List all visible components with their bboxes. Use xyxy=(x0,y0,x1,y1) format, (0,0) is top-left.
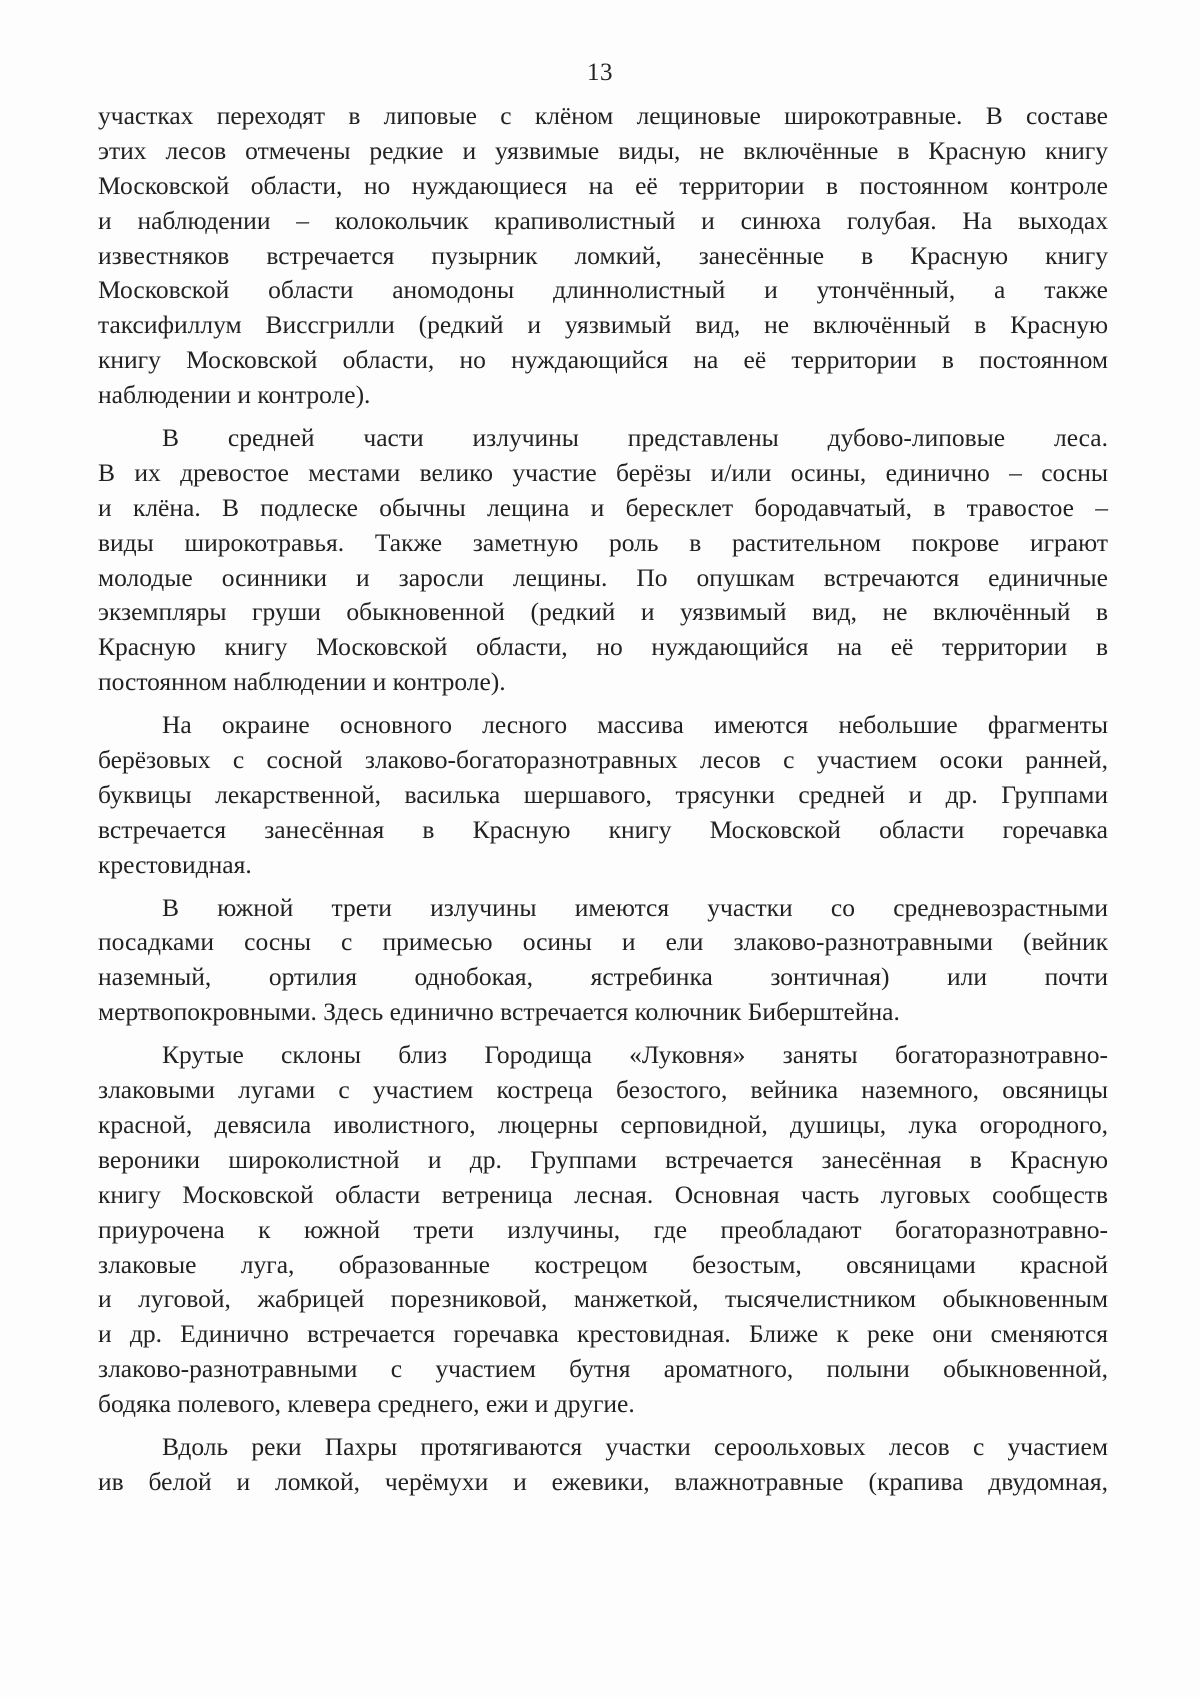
text-line: таксифиллум Виссгрилли (редкий и уязвимый вид, не включённый в Красную xyxy=(98,310,1108,340)
text-line: Вдоль реки Пахры протягиваются участки сероольховых лесов с участием xyxy=(162,1431,1108,1461)
text-line: В их древостое местами велико участие берёзы и/или осины, единично – сосны xyxy=(98,457,1108,487)
text-line: этих лесов отмечены редкие и уязвимые виды, не включённые в Красную книгу xyxy=(98,135,1108,165)
paragraph-p2 xyxy=(98,421,1108,700)
text-line: и наблюдении – колокольчик крапиволистный и синюха голубая. На выходах xyxy=(98,205,1108,235)
text-line: постоянном наблюдении и контроле). xyxy=(98,667,506,697)
text-line: бодяка полевого, клевера среднего, ежи и другие. xyxy=(98,1389,635,1419)
text-line: и луговой, жабрицей порезниковой, манжеткой, тысячелистником обыкновенным xyxy=(98,1284,1108,1314)
text-line: крестовидная. xyxy=(98,849,252,879)
text-line: злаковыми лугами с участием костреца безостого, вейника наземного, овсяницы xyxy=(98,1075,1108,1105)
text-line: экземпляры груши обыкновенной (редкий и уязвимый вид, не включённый в xyxy=(98,597,1108,627)
text-line: Красную книгу Московской области, но нуждающийся на её территории в xyxy=(98,632,1108,662)
text-line: участках переходят в липовые с клёном лещиновые широкотравные. В составе xyxy=(98,101,1108,130)
text-line: красной, девясила иволистного, люцерны серповидной, душицы, лука огородного, xyxy=(98,1109,1108,1139)
document-body xyxy=(98,99,1108,1500)
text-line: мертвопокровными. Здесь единично встречается колючник Биберштейна. xyxy=(98,997,900,1027)
paragraph-p1 xyxy=(98,99,1108,413)
paragraph-p5 xyxy=(98,1038,1108,1422)
text-line: В средней части излучины представлены дубово-липовые леса. xyxy=(162,423,1108,453)
page-number: 13 xyxy=(587,59,613,86)
text-line: злаковые луга, образованные кострецом безостым, овсяницами красной xyxy=(98,1249,1108,1279)
text-line: Московской области, но нуждающиеся на её территории в постоянном контроле xyxy=(98,170,1108,200)
text-line: берёзовых с сосной злаково-богаторазнотравных лесов с участием осоки ранней, xyxy=(98,745,1108,775)
text-line: наземный, ортилия однобокая, ястребинка зонтичная) или почти xyxy=(98,962,1108,992)
text-line: буквицы лекарственной, василька шершавого, трясунки средней и др. Группами xyxy=(98,779,1108,809)
text-line: Московской области аномодоны длиннолистный и утончённый, а также xyxy=(98,275,1108,305)
text-line: ив белой и ломкой, черёмухи и ежевики, влажнотравные (крапива двудомная, xyxy=(98,1466,1108,1496)
text-line: и др. Единично встречается горечавка крестовидная. Ближе к реке они сменяются xyxy=(98,1319,1108,1349)
paragraph-p3 xyxy=(98,708,1108,882)
text-line: вероники широколистной и др. Группами встречается занесённая в Красную xyxy=(98,1144,1108,1174)
text-line: посадками сосны с примесью осины и ели злаково-разнотравными (вейник xyxy=(98,927,1108,957)
text-line: На окраине основного лесного массива имеются небольшие фрагменты xyxy=(162,710,1108,740)
text-line: Крутые склоны близ Городища «Луковня» заняты богаторазнотравно- xyxy=(162,1040,1108,1070)
text-line: книгу Московской области ветреница лесная. Основная часть луговых сообществ xyxy=(98,1179,1108,1209)
text-line: встречается занесённая в Красную книгу Московской области горечавка xyxy=(98,814,1108,844)
text-line: и клёна. В подлеске обычны лещина и бересклет бородавчатый, в травостое – xyxy=(98,492,1108,522)
text-line: молодые осинники и заросли лещины. По опушкам встречаются единичные xyxy=(98,562,1108,592)
text-line: известняков встречается пузырник ломкий, занесённые в Красную книгу xyxy=(98,240,1108,270)
text-line: наблюдении и контроле). xyxy=(98,380,371,410)
text-line: книгу Московской области, но нуждающийся на её территории в постоянном xyxy=(98,345,1108,375)
text-line: злаково-разнотравными с участием бутня ароматного, полыни обыкновенной, xyxy=(98,1354,1108,1384)
text-line: приурочена к южной трети излучины, где преобладают богаторазнотравно- xyxy=(98,1214,1108,1244)
paragraph-p4 xyxy=(98,891,1108,1031)
paragraph-p6 xyxy=(98,1430,1108,1500)
text-line: В южной трети излучины имеются участки со средневозрастными xyxy=(162,892,1108,922)
text-line: виды широкотравья. Также заметную роль в растительном покрове играют xyxy=(98,527,1108,557)
